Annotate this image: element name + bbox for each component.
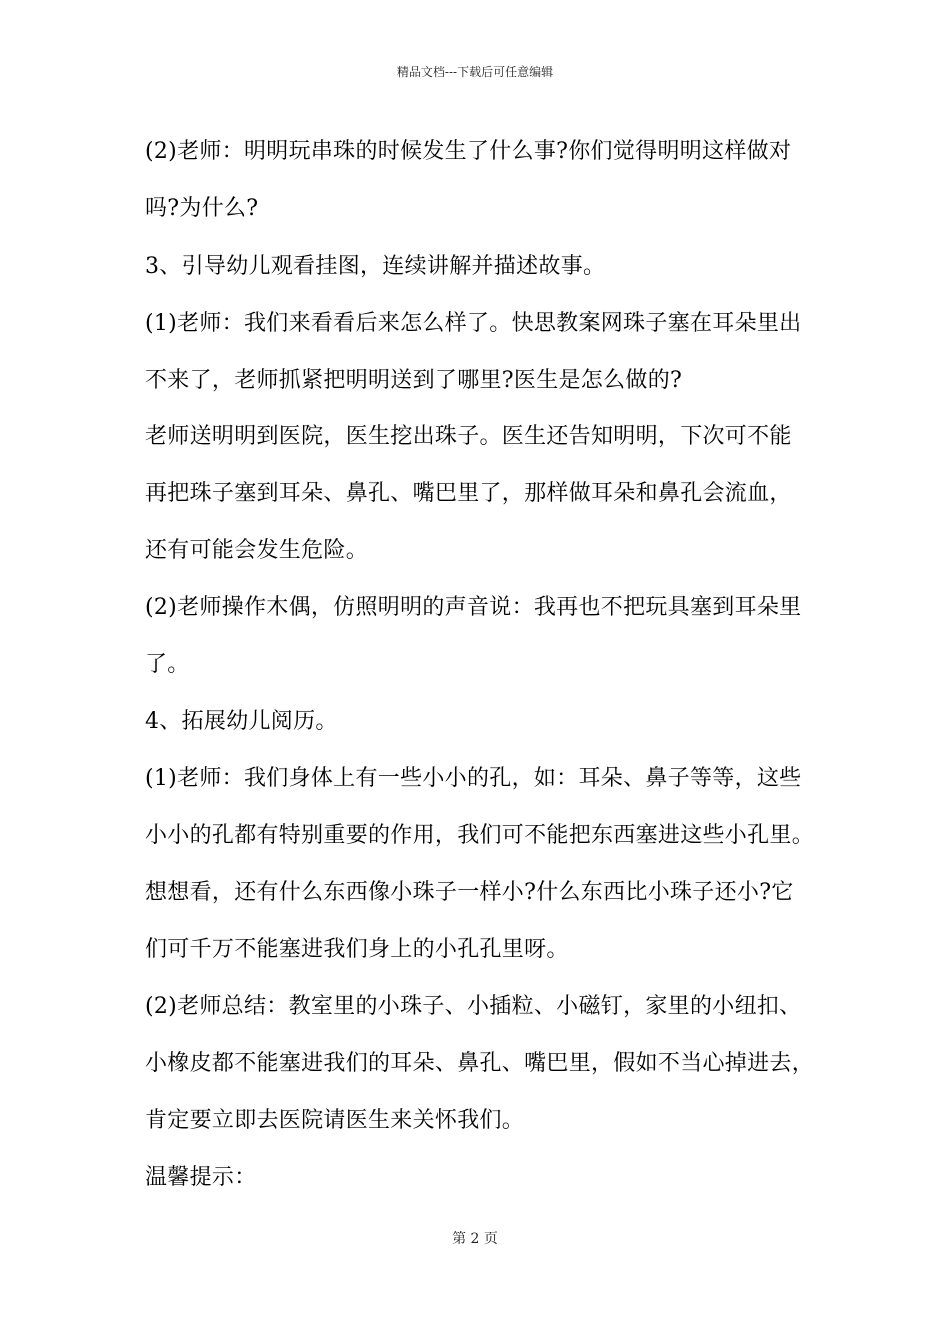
text-line: (2)老师总结：教室里的小珠子、小插粒、小磁钉，家里的小纽扣、 (145, 994, 802, 1019)
page-header: 精品文档---下载后可任意编辑 (396, 65, 554, 79)
text-line: 老师送明明到医院，医生挖出珠子。医生还告知明明，下次可不能 (145, 424, 792, 449)
page-number: 第 2 页 (452, 1231, 498, 1247)
text-line: 们可千万不能塞进我们身上的小孔孔里呀。 (145, 937, 569, 962)
text-line: 温馨提示： (145, 1165, 257, 1190)
text-line: 了。 (145, 652, 190, 677)
text-line: (2)老师：明明玩串珠的时候发生了什么事?你们觉得明明这样做对 (145, 139, 792, 164)
text-line: (1)老师：我们身体上有一些小小的孔，如：耳朵、鼻子等等，这些 (145, 766, 802, 791)
text-line: 还有可能会发生危险。 (145, 538, 369, 563)
text-line: 肯定要立即去医院请医生来关怀我们。 (145, 1108, 525, 1133)
text-line: 3、引导幼儿观看挂图，连续讲解并描述故事。 (145, 254, 606, 279)
text-line: 4、拓展幼儿阅历。 (145, 709, 338, 734)
text-line: 吗?为什么? (145, 196, 259, 221)
text-line: (1)老师：我们来看看后来怎么样了。快思教案网珠子塞在耳朵里出 (145, 311, 802, 336)
text-line: 小小的孔都有特别重要的作用，我们可不能把东西塞进这些小孔里。 (145, 823, 815, 848)
text-line: 不来了，老师抓紧把明明送到了哪里?医生是怎么做的? (145, 368, 683, 393)
text-line: 想想看，还有什么东西像小珠子一样小?什么东西比小珠子还小?它 (145, 880, 794, 905)
text-line: (2)老师操作木偶，仿照明明的声音说：我再也不把玩具塞到耳朵里 (145, 595, 802, 620)
text-line: 小橡皮都不能塞进我们的耳朵、鼻孔、嘴巴里，假如不当心掉进去， (145, 1051, 815, 1076)
text-line: 再把珠子塞到耳朵、鼻孔、嘴巴里了，那样做耳朵和鼻孔会流血， (145, 481, 792, 506)
